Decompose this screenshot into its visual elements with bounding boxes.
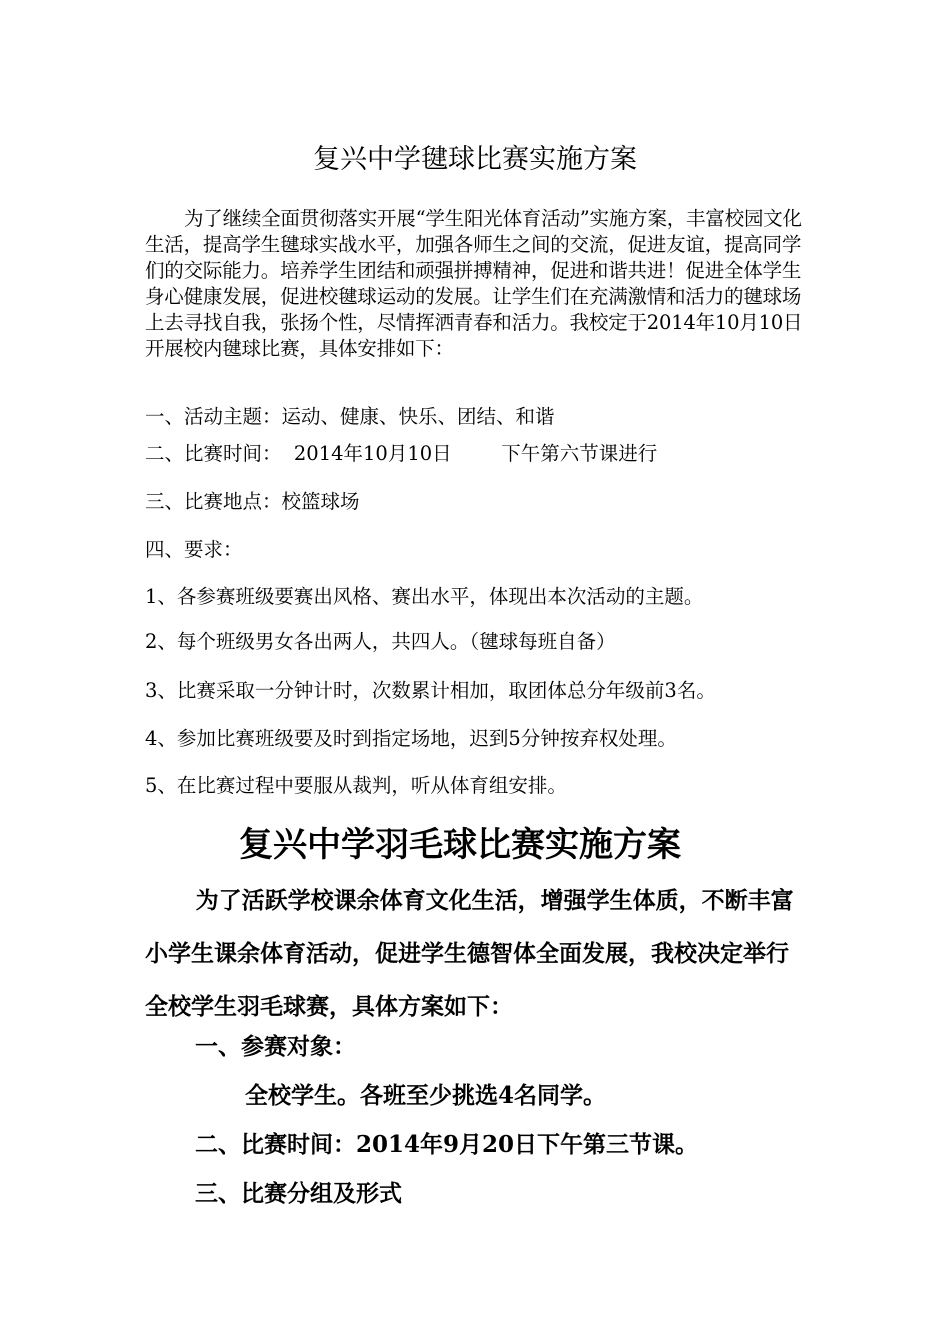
- badminton-intro-paragraph: 为了活跃学校课余体育文化生活，增强学生体质，不断丰富小学生课余体育活动，促进学生德智体全面发展，我校决定举行全校学生羽毛球赛，具体方案如下：: [145, 887, 794, 1020]
- requirement-item-5: 5、在比赛过程中要服从裁判，听从体育组安排。: [145, 774, 567, 797]
- badminton-time-line: 二、比赛时间：2014年9月20日下午第三节课。: [195, 1131, 699, 1158]
- requirement-item-2: 2、每个班级男女各出两人，共四人。（毽球每班自备）: [145, 630, 616, 653]
- requirements-heading: 四、要求：: [145, 538, 243, 561]
- requirement-item-4: 4、参加比赛班级要及时到指定场地，迟到5分钟按弃权处理。: [145, 727, 677, 750]
- competition-place-line: 三、比赛地点：校篮球场: [145, 490, 360, 513]
- participants-heading: 一、参赛对象：: [195, 1033, 356, 1060]
- shuttlecock-plan-title: 复兴中学毽球比赛实施方案: [313, 144, 637, 175]
- requirement-item-3: 3、比赛采取一分钟计时，次数累计相加，取团体总分年级前3名。: [145, 679, 716, 702]
- participants-text: 全校学生。各班至少挑选4名同学。: [245, 1082, 607, 1109]
- competition-time-line: 二、比赛时间： 2014年10月10日 下午第六节课进行: [145, 442, 658, 465]
- activity-theme-line: 一、活动主题：运动、健康、快乐、团结、和谐: [145, 405, 555, 428]
- grouping-format-heading: 三、比赛分组及形式: [195, 1180, 402, 1207]
- shuttlecock-intro-paragraph: 为了继续全面贯彻落实开展“学生阳光体育活动”实施方案，丰富校园文化生活，提高学生毽球实战水平，加强各师生之间的交流，促进友谊，提高同学们的交际能力。培养学生团结和顽强拼搏精神，促进和谐共进！促进全体学生身心健康发展，促进校毽球运动的发展。让学生们在充满激情和活力的毽球场上去寻找自我，张扬个性，尽情挥洒青春和活力。我校定于2014年10月10日开展校内毽球比赛，具体安排如下：: [145, 207, 803, 360]
- requirement-item-1: 1、各参赛班级要赛出风格、赛出水平，体现出本次活动的主题。: [145, 585, 704, 608]
- badminton-plan-title: 复兴中学羽毛球比赛实施方案: [239, 825, 681, 865]
